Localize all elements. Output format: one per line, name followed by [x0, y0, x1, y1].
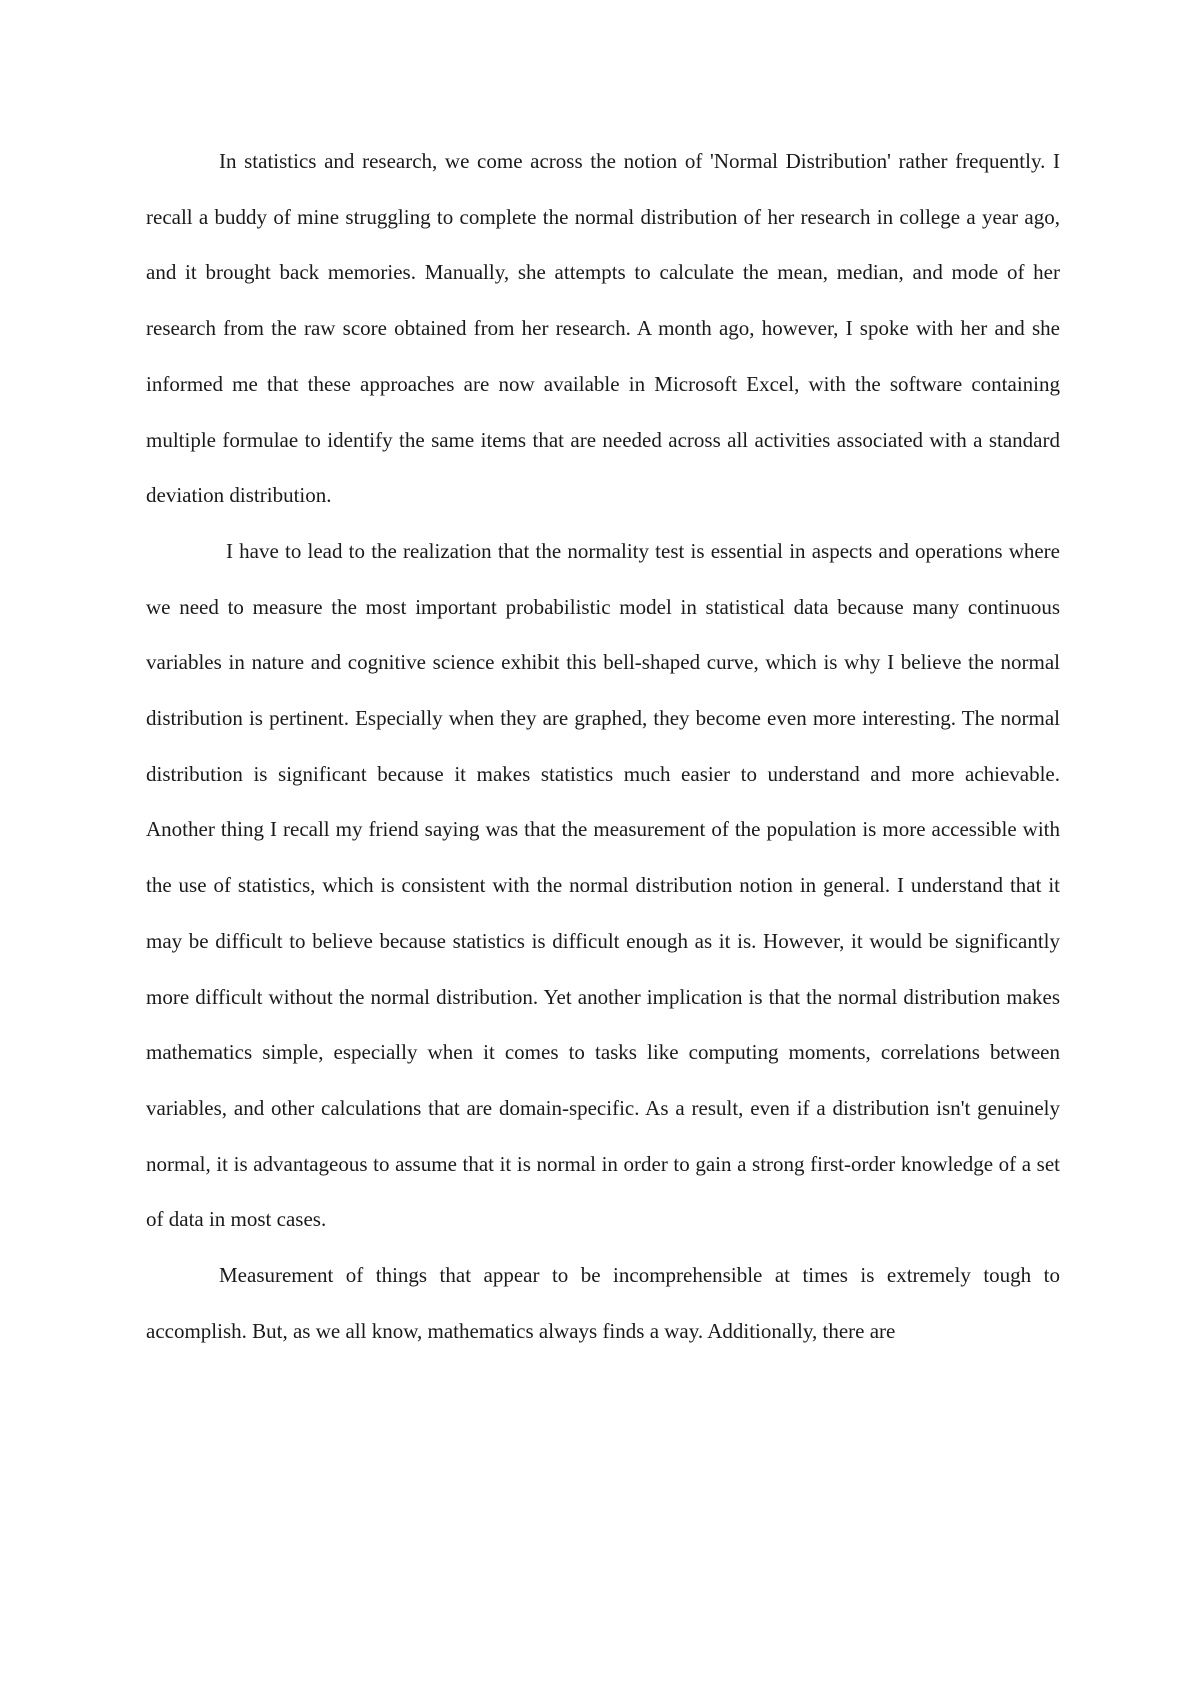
paragraph-2: I have to lead to the realization that the normality test is essential in aspects and operations where we need to measure the most important probabilistic model in statistical data because many continuous variables in nature and cognitive science exhibit this bell-shaped curve, which is why I believe the normal distribution is pertinent. Especially when they are graphed, they become even more interesting. The normal distribution is significant because it makes statistics much easier to understand and more achievable. Another thing I recall my friend saying was that the measurement of the population is more accessible with the use of statistics, which is consistent with the normal distribution notion in general. I understand that it may be difficult to believe because statistics is difficult enough as it is. However, it would be significantly more difficult without the normal distribution. Yet another implication is that the normal distribution makes mathematics simple, especially when it comes to tasks like computing moments, correlations between variables, and other calculations that are domain-specific. As a result, even if a distribution isn't genuinely normal, it is advantageous to assume that it is normal in order to gain a strong first-order knowledge of a set of data in most cases. [146, 538, 1060, 1232]
paragraph-3: Measurement of things that appear to be incomprehensible at times is extremely tough to accomplish. But, as we all know, mathematics always finds a way. Additionally, there are [146, 1263, 1060, 1343]
paragraph-1: In statistics and research, we come across the notion of 'Normal Distribution' rather frequently. I recall a buddy of mine struggling to complete the normal distribution of her research in college a year ago, and it brought back memories. Manually, she attempts to calculate the mean, median, and mode of her research from the raw score obtained from her research. A month ago, however, I spoke with her and she informed me that these approaches are now available in Microsoft Excel, with the software containing multiple formulae to identify the same items that are needed across all activities associated with a standard deviation distribution. [146, 149, 1060, 508]
document-body [146, 134, 1060, 1359]
